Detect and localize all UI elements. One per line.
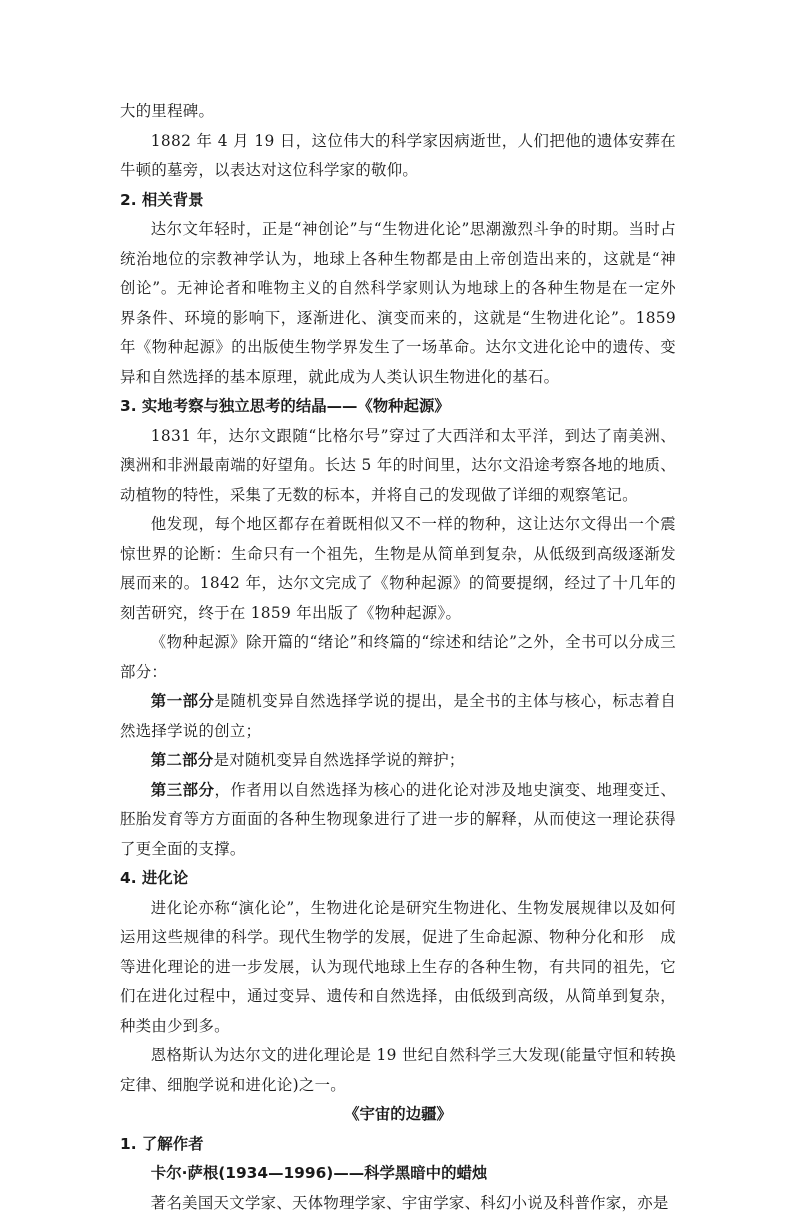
paragraph: 他发现，每个地区都存在着既相似又不一样的物种，这让达尔文得出一个震惊世界的论断：生命只有一个祖先，生物是从简单到复杂，从低级到高级逐渐发展而来的。1842 年，达尔文完成了《物种起源》的简要提纲，经过了十几年的刻苦研究，终于在 1859 年出版了《物种起源》。 [120,510,676,628]
part-text: ，作者用以自然选择为核心的进化论对涉及地史演变、地理变迁、胚胎发育等方方面面的各种生物现象进行了进一步的解释，从而使这一理论获得了更全面的支撑。 [120,781,676,858]
list-item [120,746,676,776]
part-text: 是随机变异自然选择学说的提出，是全书的主体与核心，标志着自然选择学说的创立； [120,692,676,740]
paragraph: 1831 年，达尔文跟随“比格尔号”穿过了大西洋和太平洋，到达了南美洲、澳洲和非洲最南端的好望角。长达 5 年的时间里，达尔文沿途考察各地的地质、动植物的特性，采集了无数的标本，并将自己的发现做了详细的观察笔记。 [120,422,676,511]
part-label: 第三部分 [151,781,215,799]
paragraph: 大的里程碑。 [120,97,676,127]
book-title: 《宇宙的边疆》 [120,1100,676,1130]
part-label: 第一部分 [151,692,215,710]
paragraph: 著名美国天文学家、天体物理学家、宇宙学家、科幻小说及科普作家，亦是 [120,1189,676,1218]
list-item [120,776,676,865]
section-heading: 3. 实地考察与独立思考的结晶——《物种起源》 [120,392,676,422]
paragraph: 恩格斯认为达尔文的进化理论是 19 世纪自然科学三大发现(能量守恒和转换定律、细胞学说和进化论)之一。 [120,1041,676,1100]
document-body [120,97,676,1218]
section-heading: 1. 了解作者 [120,1130,676,1160]
part-label: 第二部分 [151,751,214,769]
section-heading: 4. 进化论 [120,864,676,894]
list-item [120,687,676,746]
section-heading: 2. 相关背景 [120,186,676,216]
part-text: 是对随机变异自然选择学说的辩护； [214,751,465,769]
paragraph: 进化论亦称“演化论”，生物进化论是研究生物进化、生物发展规律以及如何运用这些规律的科学。现代生物学的发展，促进了生命起源、物种分化和形 成等进化理论的进一步发展，认为现代地球上生存的各种生物，有共同的祖先，它们在进化过程中，通过变异、遗传和自然选择，由低级到高级，从简单到复杂，种类由少到多。 [120,894,676,1042]
author-heading: 卡尔·萨根(1934—1996)——科学黑暗中的蜡烛 [120,1159,676,1189]
paragraph: 《物种起源》除开篇的“绪论”和终篇的“综述和结论”之外，全书可以分成三部分： [120,628,676,687]
paragraph: 1882 年 4 月 19 日，这位伟大的科学家因病逝世，人们把他的遗体安葬在牛顿的墓旁，以表达对这位科学家的敬仰。 [120,127,676,186]
paragraph: 达尔文年轻时，正是“神创论”与“生物进化论”思潮激烈斗争的时期。当时占统治地位的宗教神学认为，地球上各种生物都是由上帝创造出来的，这就是“神创论”。无神论者和唯物主义的自然科学家则认为地球上的各种生物是在一定外界条件、环境的影响下，逐渐进化、演变而来的，这就是“生物进化论”。1859 年《物种起源》的出版使生物学界发生了一场革命。达尔文进化论中的遗传、变异和自然选择的基本原理，就此成为人类认识生物进化的基石。 [120,215,676,392]
